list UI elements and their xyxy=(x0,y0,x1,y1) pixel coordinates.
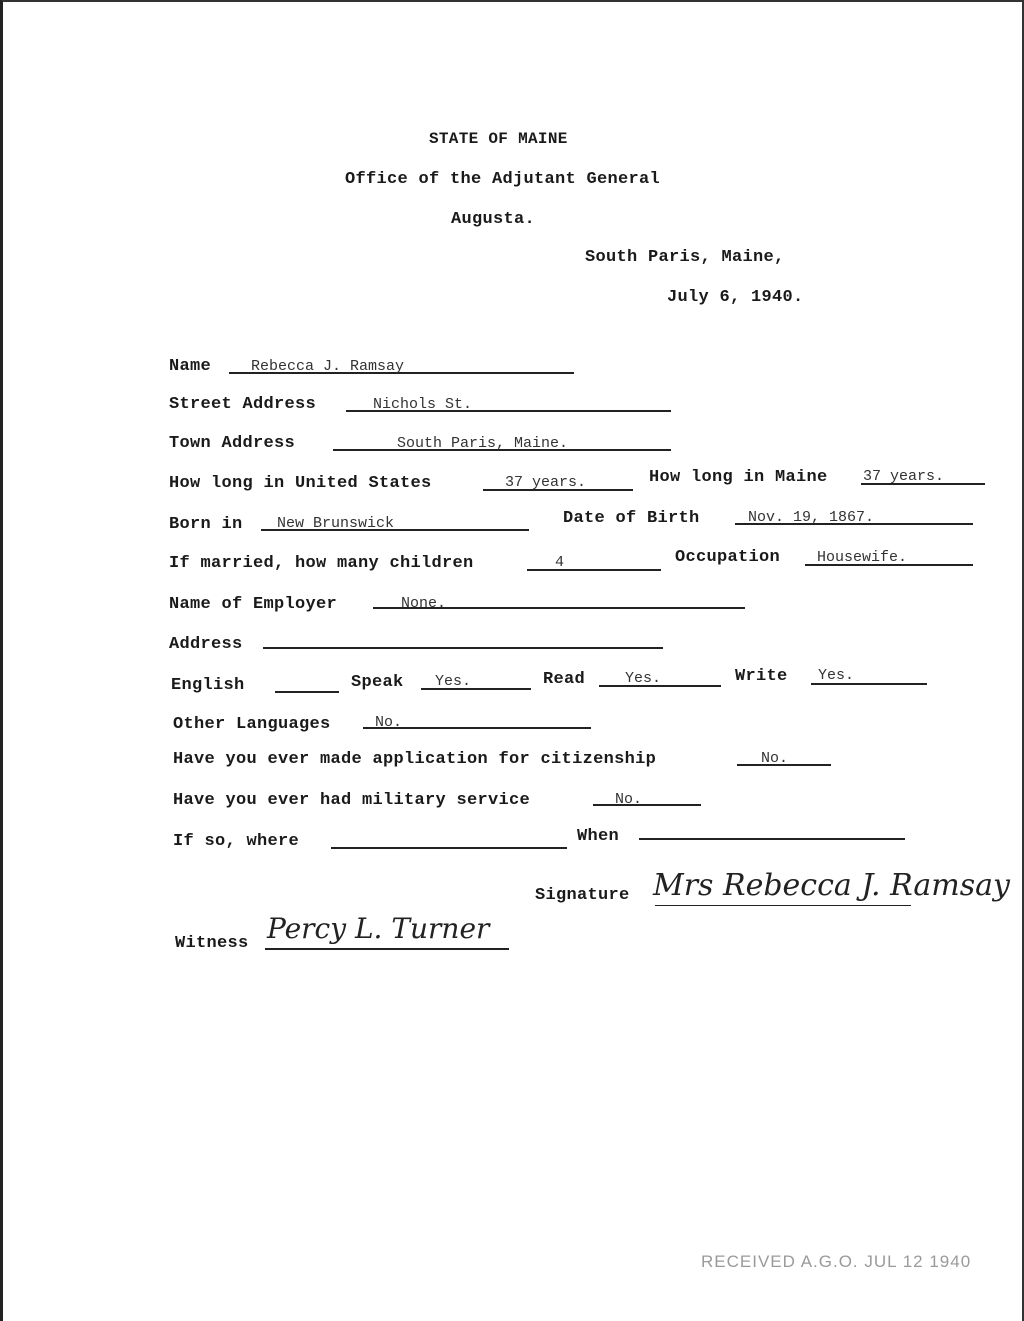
name-value: Rebecca J. Ramsay xyxy=(251,358,405,375)
state-title: STATE OF MAINE xyxy=(429,130,568,148)
us-value: 37 years. xyxy=(505,474,587,491)
employer-label: Name of Employer xyxy=(169,595,338,614)
maine-value: 37 years. xyxy=(863,468,945,485)
english-label: English xyxy=(171,676,245,695)
signature-underline xyxy=(655,905,911,906)
witness-underline xyxy=(265,948,509,950)
dob-value: Nov. 19, 1867. xyxy=(748,509,875,526)
children-value: 4 xyxy=(555,554,565,571)
received-stamp: RECEIVED A.G.O. JUL 12 1940 xyxy=(701,1252,972,1271)
us-label: How long in United States xyxy=(169,474,432,493)
dob-label: Date of Birth xyxy=(563,509,700,528)
street-value: Nichols St. xyxy=(373,396,473,413)
read-label: Read xyxy=(543,670,586,689)
citizenship-value: No. xyxy=(761,750,789,767)
military-underline xyxy=(593,804,701,806)
when-underline xyxy=(639,838,905,840)
signature-label: Signature xyxy=(535,886,630,905)
occupation-value: Housewife. xyxy=(817,549,908,566)
born-label: Born in xyxy=(169,515,243,534)
employer-value: None. xyxy=(401,595,447,612)
military-value: No. xyxy=(615,791,643,808)
address-label: Address xyxy=(169,635,243,654)
military-label: Have you ever had military service xyxy=(173,791,531,810)
place-line: South Paris, Maine, xyxy=(585,248,785,267)
occupation-label: Occupation xyxy=(675,548,781,567)
city-title: Augusta. xyxy=(451,210,536,229)
children-label: If married, how many children xyxy=(169,554,474,573)
town-label: Town Address xyxy=(169,434,296,453)
children-underline xyxy=(527,569,661,571)
where-underline xyxy=(331,847,567,849)
date-line: July 6, 1940. xyxy=(667,288,804,307)
other-lang-label: Other Languages xyxy=(173,715,331,734)
signature-value: Mrs Rebecca J. Ramsay xyxy=(653,868,1010,903)
write-value: Yes. xyxy=(818,667,855,684)
speak-label: Speak xyxy=(351,673,404,692)
english-underline xyxy=(275,691,339,693)
office-title: Office of the Adjutant General xyxy=(345,170,661,189)
street-label: Street Address xyxy=(169,395,317,414)
name-label: Name xyxy=(169,357,212,376)
address-underline xyxy=(263,647,663,649)
read-value: Yes. xyxy=(625,670,662,687)
where-label: If so, where xyxy=(173,832,300,851)
write-label: Write xyxy=(735,667,788,686)
maine-label: How long in Maine xyxy=(649,468,828,487)
when-label: When xyxy=(577,827,620,846)
witness-label: Witness xyxy=(175,934,249,953)
witness-value: Percy L. Turner xyxy=(267,912,490,945)
citizenship-label: Have you ever made application for citizenship xyxy=(173,750,657,769)
speak-value: Yes. xyxy=(435,673,472,690)
born-value: New Brunswick xyxy=(277,515,395,532)
other-lang-value: No. xyxy=(375,714,403,731)
town-value: South Paris, Maine. xyxy=(397,435,569,452)
